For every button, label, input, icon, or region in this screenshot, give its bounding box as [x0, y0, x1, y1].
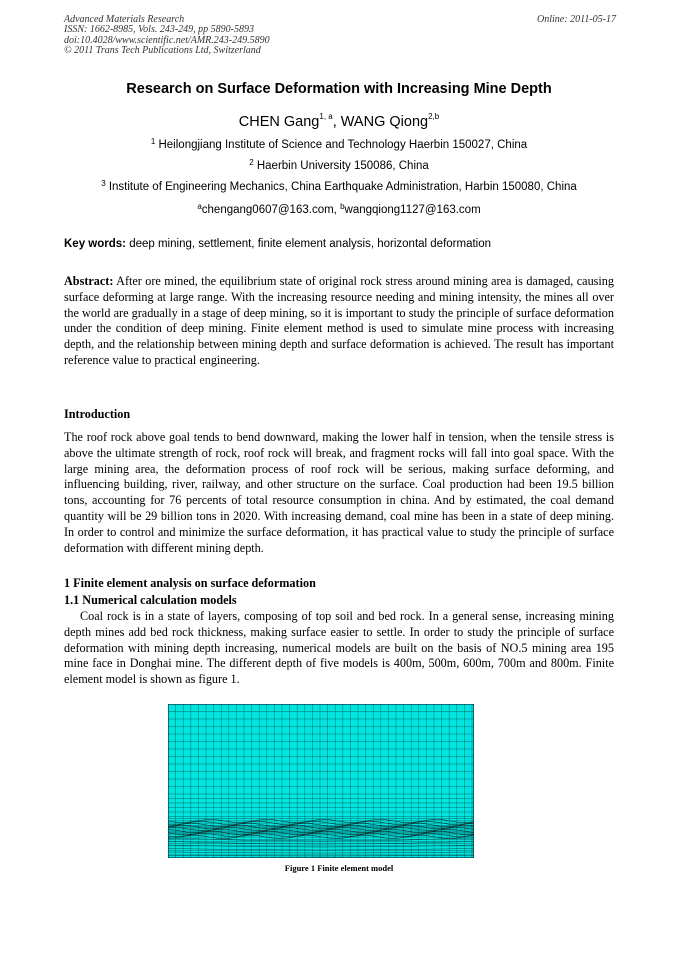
email-link[interactable]: wangqiong1127@163.com: [344, 204, 481, 216]
abstract: [64, 274, 614, 369]
email-link[interactable]: chengang0607@163.com: [201, 204, 334, 216]
abstract-label: Abstract:: [64, 274, 114, 288]
affiliation: [0, 139, 678, 151]
email-line: [0, 204, 678, 216]
doi: doi:10.4028/www.scientific.net/AMR.243-249.5890: [64, 34, 270, 46]
author-sup: 1, a: [319, 112, 333, 121]
copyright: © 2011 Trans Tech Publications Ltd, Switzerland: [64, 45, 261, 57]
email-sup: b: [340, 202, 345, 211]
section-heading: Introduction: [64, 407, 131, 421]
affiliation-sup: 3: [101, 179, 106, 188]
keywords-text: deep mining, settlement, finite element analysis, horizontal deformation: [129, 238, 492, 250]
affiliation-text: Institute of Engineering Mechanics, China Earthquake Administration, Harbin 150080, China: [108, 181, 577, 193]
author-name: CHEN Gang: [238, 114, 320, 130]
email-sup: a: [197, 202, 202, 211]
keywords: [64, 238, 624, 250]
email-separator: ,: [333, 204, 341, 216]
affiliation-sup: 1: [150, 137, 156, 146]
author-name: WANG Qiong: [340, 114, 429, 130]
author-separator: ,: [332, 114, 341, 130]
intro-paragraph: The roof rock above goal tends to bend downward, making the lower half in tension, when the tensile stress is above the ultimate strength of rock, roof rock will break, and fragment rocks will fall into goal space. With the large mining area, the deformation process of roof rock will be serious, making surface deforming, and influencing building, river, railway, and other structure on the surface. Coal production had been 19.5 billion tons, accounting for 76 percents of total resource consumption in china. And by estimated, the coal demand quantity will be 29 billion tons in 2020. With increasing demand, coal mine has been in a state of deep mining. In order to control and minimize the surface deformation, it has practical value to study the principle of surface deformation with different mining depth.: [64, 430, 614, 555]
author-line: [0, 114, 678, 130]
issn: ISSN: 1662-8985, Vols. 243-249, pp 5890-5893: [64, 24, 254, 36]
affiliation-sup: 2: [249, 158, 254, 167]
online-date: Online: 2011-05-17: [537, 14, 616, 25]
finite-element-mesh-figure: [168, 704, 474, 858]
figure-caption: Figure 1 Finite element model: [284, 863, 394, 873]
affiliation-text: Heilongjiang Institute of Science and Technology Haerbin 150027, China: [158, 139, 528, 151]
journal-name: Advanced Materials Research: [64, 14, 185, 25]
affiliation-text: Haerbin University 150086, China: [256, 160, 429, 172]
author-sup: 2,b: [428, 112, 440, 121]
section-paragraph: Coal rock is in a state of layers, composing of top soil and bed rock. In a general sense, increasing mining depth mines add bed rock thickness, making surface easier to settle. In order to study the principle of surface deformation with mining depth increasing, numerical models are built on the basis of NO.5 mining area 195 mine face in Donghai mine. The different depth of five models is 400m, 500m, 600m, 700m and 800m. Finite element model is shown as figure 1.: [64, 609, 614, 687]
keywords-label: Key words:: [64, 238, 126, 250]
affiliation: [0, 160, 678, 172]
paper-title: Research on Surface Deformation with Increasing Mine Depth: [126, 81, 552, 97]
section-heading: 1 Finite element analysis on surface deformation: [64, 576, 316, 590]
subsection-heading: 1.1 Numerical calculation models: [64, 593, 237, 607]
affiliation: [0, 181, 678, 193]
abstract-text: After ore mined, the equilibrium state of original rock stress around mining area is damaged, causing surface deforming at large range. With the increasing resource needing and mining intensity, the mines all over the world are gradually in a stage of deep mining, so it is important to study the principle of surface deformation under the condition of deep mining. Finite element method is used to simulate mine process with increasing depth, and the relationship between mining depth and surface deformation is achieved. The result has important reference value to practical engineering.: [64, 274, 614, 367]
journal-header: [64, 15, 616, 57]
